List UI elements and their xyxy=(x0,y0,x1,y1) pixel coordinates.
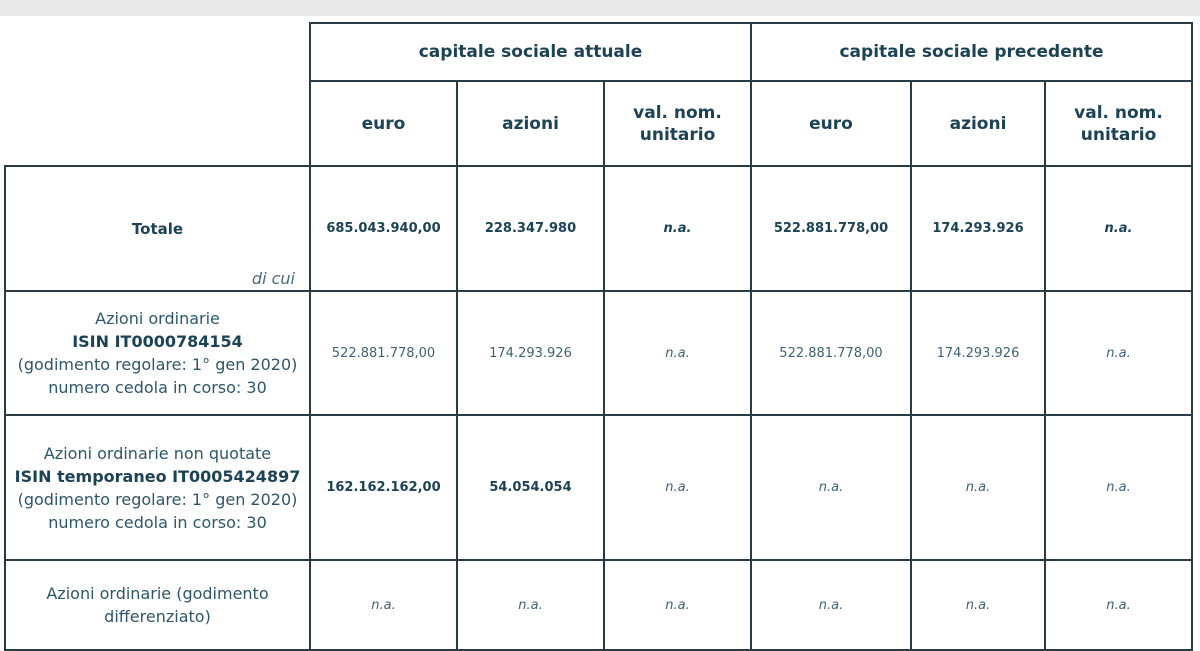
previous-euro-header: euro xyxy=(751,81,911,166)
current-valnom-header xyxy=(604,81,751,166)
table-row xyxy=(5,560,1192,650)
valnom-line1: val. nom. xyxy=(633,102,722,123)
cell-previous-azioni: n.a. xyxy=(911,415,1045,560)
totale-current-euro: 685.043.940,00 xyxy=(310,166,457,291)
table-row-totale xyxy=(5,166,1192,291)
cell-current-azioni: 54.054.054 xyxy=(457,415,604,560)
valnom-line2: unitario xyxy=(1080,124,1157,145)
cell-current-valnom: n.a. xyxy=(604,291,751,415)
cell-current-euro: 522.881.778,00 xyxy=(310,291,457,415)
previous-azioni-header: azioni xyxy=(911,81,1045,166)
current-azioni-header: azioni xyxy=(457,81,604,166)
table-row xyxy=(5,415,1192,560)
row-label-ordinarie xyxy=(5,291,310,415)
valnom-line2: unitario xyxy=(639,124,716,145)
di-cui-label: di cui xyxy=(251,269,295,288)
cell-previous-euro: 522.881.778,00 xyxy=(751,291,911,415)
top-bar xyxy=(0,0,1200,16)
cell-current-azioni: n.a. xyxy=(457,560,604,650)
cell-current-euro: 162.162.162,00 xyxy=(310,415,457,560)
table-row xyxy=(5,291,1192,415)
current-euro-header: euro xyxy=(310,81,457,166)
totale-label-cell xyxy=(5,166,310,291)
cell-previous-valnom: n.a. xyxy=(1045,415,1192,560)
row-title: Azioni ordinarie non quotate xyxy=(43,443,272,463)
cell-previous-valnom: n.a. xyxy=(1045,291,1192,415)
totale-title: Totale xyxy=(131,219,184,238)
cell-previous-euro: n.a. xyxy=(751,415,911,560)
valnom-line1: val. nom. xyxy=(1074,102,1163,123)
isin-code: ISIN temporaneo IT0005424897 xyxy=(14,466,301,486)
row-label-differenziato xyxy=(5,560,310,650)
cell-current-euro: n.a. xyxy=(310,560,457,650)
row-details: (godimento regolare: 1° gen 2020) numero cedola in corso: 30 xyxy=(17,355,298,397)
group-header-row xyxy=(5,23,1192,81)
previous-valnom-header xyxy=(1045,81,1192,166)
cell-previous-valnom: n.a. xyxy=(1045,560,1192,650)
totale-previous-valnom: n.a. xyxy=(1045,166,1192,291)
current-capital-header: capitale sociale attuale xyxy=(310,23,751,81)
cell-current-azioni: 174.293.926 xyxy=(457,291,604,415)
row-details: (godimento regolare: 1° gen 2020) numero cedola in corso: 30 xyxy=(17,489,298,532)
totale-current-valnom: n.a. xyxy=(604,166,751,291)
totale-previous-azioni: 174.293.926 xyxy=(911,166,1045,291)
totale-previous-euro: 522.881.778,00 xyxy=(751,166,911,291)
cell-current-valnom: n.a. xyxy=(604,560,751,650)
share-capital-table xyxy=(4,22,1193,651)
row-title: Azioni ordinarie xyxy=(95,309,220,328)
cell-previous-azioni: 174.293.926 xyxy=(911,291,1045,415)
previous-capital-header: capitale sociale precedente xyxy=(751,23,1192,81)
cell-previous-azioni: n.a. xyxy=(911,560,1045,650)
row-title: Azioni ordinarie (godimento differenziato) xyxy=(46,584,269,626)
empty-corner-cell xyxy=(5,23,310,166)
isin-code: ISIN IT0000784154 xyxy=(72,332,243,351)
cell-previous-euro: n.a. xyxy=(751,560,911,650)
cell-current-valnom: n.a. xyxy=(604,415,751,560)
totale-current-azioni: 228.347.980 xyxy=(457,166,604,291)
row-label-non-quotate xyxy=(5,415,310,560)
